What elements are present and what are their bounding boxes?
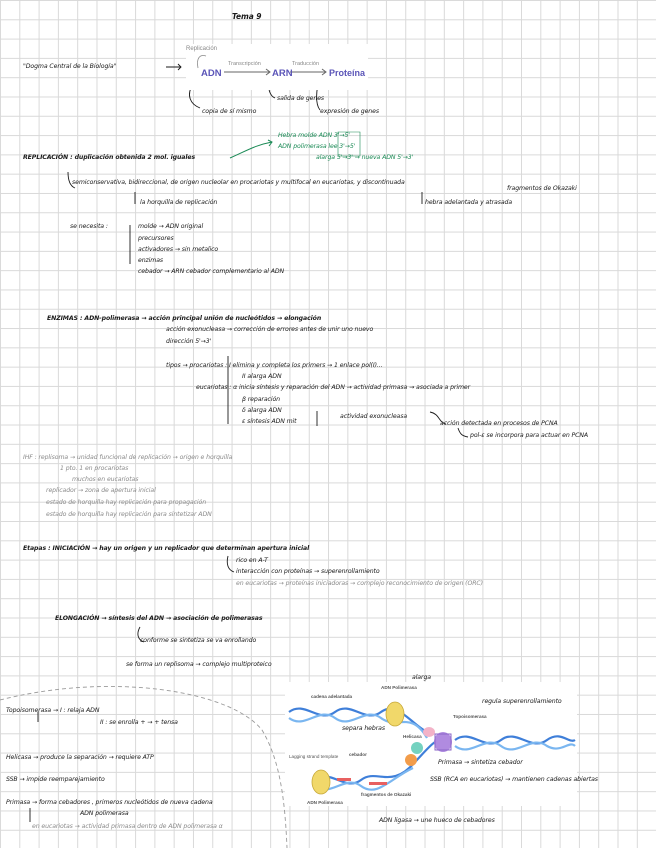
ann-regula: regula superenrollamiento [482,698,562,705]
necesita-5: cebador → ARN cebador complementario al ADN [138,268,285,275]
enzimas-line-1: acción exonucleasa → corrección de errores antes de unir uno nuevo [166,326,374,333]
etapas-heading: Etapas : INICIACIÓN → hay un origen y un replicador que determinan apertura inicial [23,545,310,552]
dogma-label: "Dogma Central de la Biología" [23,63,117,70]
epsilon-line: ε síntesis ADN mit [242,418,297,425]
ann-primasa: Primasa → sintetiza cebador [438,759,523,766]
fig-topoisomerasa: Topoisomerasa [453,714,487,719]
topoisomerasa-line: Topoisomerasa → I : relaja ADN [6,707,100,714]
primasa-line: Primasa → forma cebadores , primeros nucleótidos de nueva cadena [6,799,213,806]
ssb-line: SSB → impide reemparejamiento [6,776,105,783]
expresion-text: expresión de genes [320,108,379,115]
replicacion-heading: REPLICACIÓN : duplicación obtenida 2 mol. iguales [23,154,196,161]
copia-text: copia de sí mismo [202,108,257,115]
replicacion-line-2: la horquilla de replicación [140,199,218,206]
fig-adn-polimerasa-bottom: ADN Polimerasa [307,800,343,805]
dogma-central-diagram [186,44,368,90]
grey-line-4: replicador → zona de apertura inicial [46,487,156,494]
replicacion-line-3: hebra adelantada y atrasada [425,199,513,206]
beta-line: β reparación [242,396,280,403]
necesita-2: precursores [138,235,174,242]
tipos-II: II alarga ADN [242,373,282,380]
etapas-line-1: rico en A-T [236,557,268,564]
adn-label: ADN [201,68,222,79]
pcna-note-1: acción detectada en procesos de PCNA [440,420,558,427]
fig-cadena-adelantada: cadena adelantada [311,694,353,699]
primasa-line-3: en eucariotas → actividad primasa dentro de ADN polimerasa α [32,823,223,830]
replicacion-label: Replicación [186,46,218,52]
topoisomerasa-II: II : se enrolla + → + tensa [100,719,178,726]
okazaki-note: fragmentos de Okazaki [507,185,577,192]
grey-line-3: muchos en eucariotas [72,476,139,483]
se-necesita-label: se necesita : [70,223,108,230]
etapas-line-2: interacción con proteínas → superenrollamiento [236,568,380,575]
exonucleasa-note: actividad exonucleasa [340,413,408,420]
fig-helicasa: Helicasa [403,734,422,739]
fig-adn-polimerasa-top: ADN Polimerasa [381,685,417,690]
grey-line-2: 1 pto. 1 en procariotas [60,465,129,472]
tipos-line: tipos → procariotas : I elimina y completa los primers → 1 enlace pol(I)... [166,362,383,369]
ann-ligasa: ADN ligasa → une hueco de cebadores [379,817,495,824]
ann-ssb: SSB (RCA en eucariotas) → mantienen cadenas abiertas [430,776,598,783]
page-title: Tema 9 [232,12,262,21]
enzimas-heading: ENZIMAS : ADN-polimerasa → acción principal unión de nucleótidos → elongación [47,315,322,322]
eucariotas-line: eucariotas : α inicia síntesis y reparación del ADN → actividad primasa → asociada a primer [196,384,471,391]
green-note-1: Hebra molde ADN 3'→5' [278,132,350,139]
elongacion-heading: ELONGACIÓN → síntesis del ADN → asociación de polimerasas [55,615,263,622]
grey-line-5: estado de horquilla hay replicación para propagación [46,499,207,506]
ann-alarga: alarga [412,674,431,681]
replicacion-line-1: semiconservativa, bidireccional, de origen nucleolar en procariotas y multifocal en eucariotas, y discontinuada [72,179,405,186]
primasa-line-2: ADN polimerasa [80,810,129,817]
elongacion-line-1: conforme se sintetiza se va enrollando [140,637,257,644]
arn-label: ARN [272,68,293,79]
fig-lagging-strand: Lagging strand template [289,754,339,759]
transcripcion-label: Transcripción [228,61,261,67]
fig-cebador: cebador [349,752,367,757]
fig-okazaki: fragmentos de Okazaki [361,792,412,797]
traduccion-label: Traducción [292,61,320,67]
dogma-arrows [186,44,368,90]
delta-line: δ alarga ADN [242,407,282,414]
grey-line-6: estado de horquilla hay replicación para sintetizar ADN [46,511,212,518]
green-note-3: alarga 5'→3' → nueva ADN 5'→3' [316,154,414,161]
elongacion-line-2: se forma un replisoma → complejo multiproteico [126,661,272,668]
necesita-1: molde → ADN original [138,223,204,230]
ann-separa: separa hebras [342,725,385,732]
grey-line-1: IHF : replisoma → unidad funcional de replicación → origen e horquilla [23,454,233,461]
pcna-note-2: pol-ε se incorpora para actuar en PCNA [470,432,589,439]
necesita-3: activadores → sin metalico [138,246,219,253]
helicasa-line: Helicasa → produce la separación → requiere ATP [6,754,154,761]
enzimas-line-2: dirección 5'→3' [166,338,212,345]
green-note-2: ADN polimerasa lee 3'→5' [278,143,356,150]
proteina-label: Proteína [329,68,366,78]
necesita-4: enzimas [138,257,164,264]
salida-text: salida de genes [277,95,325,102]
etapas-line-3: en eucariotas → proteínas iniciadoras → complejo reconocimiento de origen (ORC) [236,580,483,587]
